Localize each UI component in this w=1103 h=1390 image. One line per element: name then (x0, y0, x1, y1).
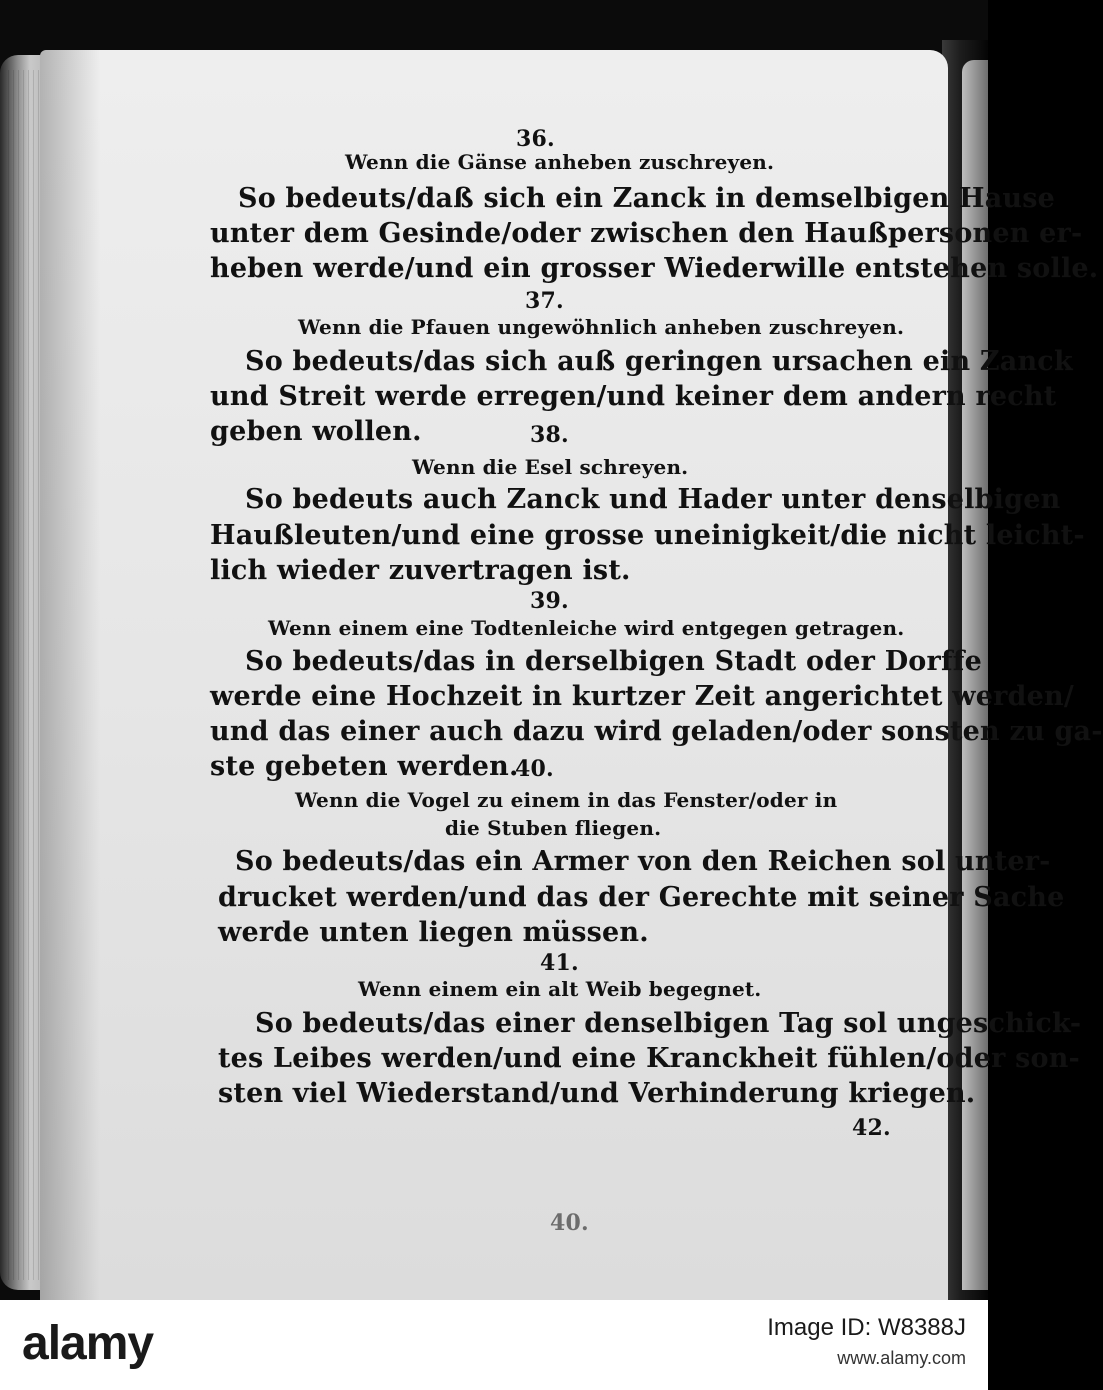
entry-line: Haußleuten/und eine grosse uneinigkeit/die nicht leicht- (210, 520, 1085, 551)
page-number: 36. (516, 126, 555, 152)
entry-line: und das einer auch dazu wird geladen/oder sonsten zu ga- (210, 716, 1103, 747)
entry-number: 39. (530, 588, 569, 614)
entry-heading: Wenn einem ein alt Weib begegnet. (358, 977, 762, 1001)
stock-url: www.alamy.com (837, 1348, 966, 1368)
entry-number: 37. (525, 288, 564, 314)
entry-heading: Wenn die Esel schreyen. (412, 455, 689, 479)
entry-line: unter dem Gesinde/oder zwischen den Haußpersonen er- (210, 218, 1083, 249)
entry-heading: Wenn einem eine Todtenleiche wird entgegen getragen. (268, 616, 905, 640)
entry-line: So bedeuts auch Zanck und Hader unter denselbigen (245, 484, 1061, 515)
alamy-logo: alamy (22, 1317, 154, 1370)
entry-line: tes Leibes werden/und eine Kranckheit fühlen/oder son- (218, 1043, 1080, 1074)
stock-image-id: Image ID: W8388J (767, 1314, 966, 1341)
entry-line: So bedeuts/das sich auß geringen ursachen ein Zanck (245, 346, 1073, 377)
entry-line: lich wieder zuvertragen ist. (210, 555, 631, 586)
entry-line: werde unten liegen müssen. (218, 917, 649, 948)
bleed-through-mark: 40. (550, 1210, 589, 1236)
entry-line: geben wollen. (210, 416, 422, 447)
entry-line: drucket werden/und das der Gerechte mit seiner Sache (218, 882, 1065, 913)
entry-line: werde eine Hochzeit in kurtzer Zeit angerichtet werden/ (210, 681, 1074, 712)
entry-line: und Streit werde erregen/und keiner dem andern recht (210, 381, 1057, 412)
entry-number: 41. (540, 950, 579, 976)
page-curl-shadow (40, 50, 100, 1300)
book-page (40, 50, 1103, 1300)
entry-line: ste gebeten werden. (210, 751, 519, 782)
entry-heading: Wenn die Gänse anheben zuschreyen. (345, 150, 775, 174)
entry-heading-continued: die Stuben fliegen. (445, 816, 662, 840)
entry-line: sten viel Wiederstand/und Verhinderung kriegen. (218, 1078, 976, 1109)
entry-line: heben werde/und ein grosser Wiederwille entstehen solle. (210, 253, 1099, 284)
entry-heading: Wenn die Pfauen ungewöhnlich anheben zuschreyen. (298, 315, 905, 339)
entry-line: So bedeuts/daß sich ein Zanck in demselbigen Hause (238, 183, 1056, 214)
entry-number: 38. (530, 422, 569, 448)
entry-line: So bedeuts/das ein Armer von den Reichen sol unter- (235, 846, 1051, 877)
page-stack-lines (8, 70, 42, 1280)
entry-line: So bedeuts/das einer denselbigen Tag sol ungeschick- (255, 1008, 1082, 1039)
entry-number: 40. (515, 756, 554, 782)
entry-heading: Wenn die Vogel zu einem in das Fenster/oder in (295, 788, 838, 812)
catchword: 42. (852, 1115, 891, 1141)
entry-line: So bedeuts/das in derselbigen Stadt oder Dorffe (245, 646, 982, 677)
